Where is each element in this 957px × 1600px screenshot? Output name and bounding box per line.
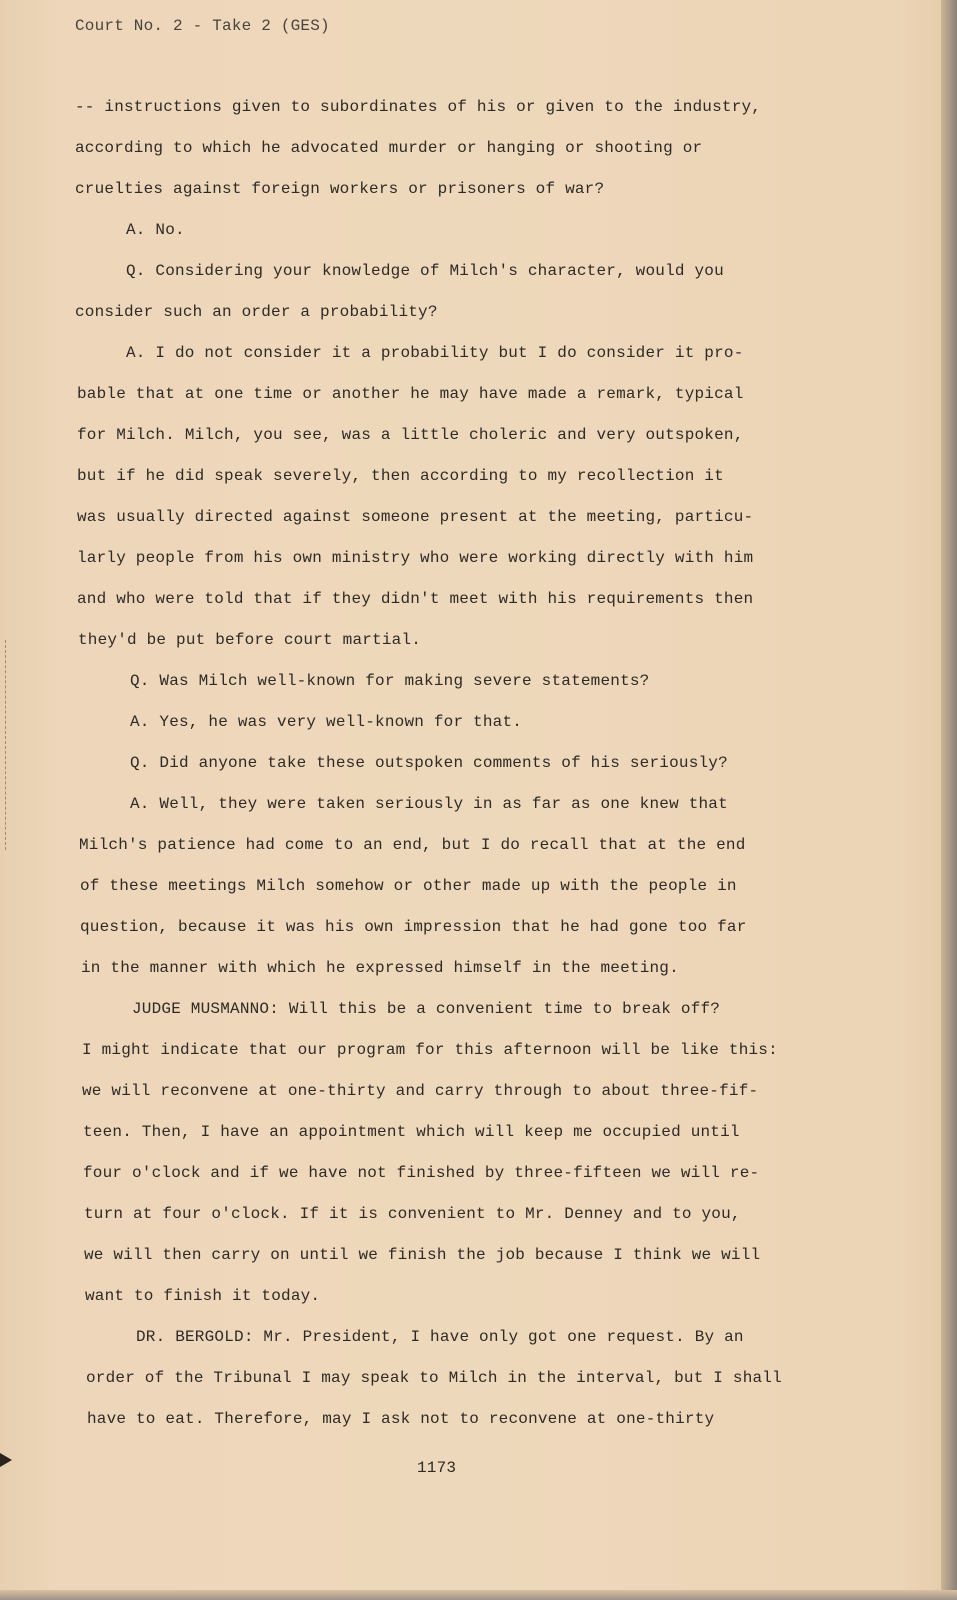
answer-line: A. I do not consider it a probability but I do consider it pro- bbox=[126, 344, 744, 362]
text-line-29: we will then carry on until we finish the job because I think we will bbox=[84, 1246, 761, 1264]
text-line-28: turn at four o'clock. If it is convenient to Mr. Denney and to you, bbox=[84, 1205, 741, 1223]
text-line-13: and who were told that if they didn't meet with his requirements then bbox=[77, 590, 754, 608]
text-line-27: four o'clock and if we have not finished by three-fifteen we will re- bbox=[83, 1164, 760, 1182]
text-line-20: of these meetings Milch somehow or other made up with the people in bbox=[80, 877, 737, 895]
binding-tab-mark bbox=[0, 1453, 12, 1467]
text-line-12: larly people from his own ministry who were working directly with him bbox=[77, 549, 754, 567]
text-line-25: we will reconvene at one-thirty and carry through to about three-fif- bbox=[82, 1082, 759, 1100]
text-line-30: want to finish it today. bbox=[85, 1287, 321, 1305]
question-line: Q. Was Milch well-known for making severe statements? bbox=[130, 672, 650, 690]
page-header: Court No. 2 - Take 2 (GES) bbox=[75, 17, 330, 35]
question-line: Q. Did anyone take these outspoken comments of his seriously? bbox=[130, 754, 728, 772]
text-line-2: according to which he advocated murder or hanging or shooting or bbox=[75, 139, 703, 157]
margin-pencil-marks bbox=[5, 640, 12, 850]
answer-line: A. Well, they were taken seriously in as far as one knew that bbox=[130, 795, 728, 813]
text-line-3: cruelties against foreign workers or prisoners of war? bbox=[75, 180, 605, 198]
text-line-6: consider such an order a probability? bbox=[75, 303, 438, 321]
text-line-26: teen. Then, I have an appointment which will keep me occupied until bbox=[83, 1123, 740, 1141]
text-line-14: they'd be put before court martial. bbox=[78, 631, 422, 649]
question-line: Q. Considering your knowledge of Milch's character, would you bbox=[126, 262, 724, 280]
page-edge-shadow bbox=[941, 0, 957, 1600]
text-line-1: -- instructions given to subordinates of his or given to the industry, bbox=[75, 98, 762, 116]
answer-line: A. Yes, he was very well-known for that. bbox=[130, 713, 523, 731]
answer-line: A. No. bbox=[126, 221, 185, 239]
text-line-33: have to eat. Therefore, may I ask not to reconvene at one-thirty bbox=[87, 1410, 715, 1428]
page-number: 1173 bbox=[417, 1459, 457, 1477]
text-line-32: order of the Tribunal I may speak to Milch in the interval, but I shall bbox=[86, 1369, 782, 1387]
text-line-9: for Milch. Milch, you see, was a little choleric and very outspoken, bbox=[77, 426, 744, 444]
text-line-8: bable that at one time or another he may have made a remark, typical bbox=[77, 385, 744, 403]
text-line-10: but if he did speak severely, then according to my recollection it bbox=[77, 467, 724, 485]
text-line-22: in the manner with which he expressed himself in the meeting. bbox=[81, 959, 679, 977]
speaker-line-musmanno: JUDGE MUSMANNO: Will this be a convenient time to break off? bbox=[132, 1000, 721, 1018]
text-line-11: was usually directed against someone present at the meeting, particu- bbox=[77, 508, 754, 526]
text-line-21: question, because it was his own impression that he had gone too far bbox=[80, 918, 747, 936]
text-line-19: Milch's patience had come to an end, but I do recall that at the end bbox=[79, 836, 746, 854]
page-bottom-edge bbox=[0, 1590, 957, 1600]
text-line-24: I might indicate that our program for this afternoon will be like this: bbox=[82, 1041, 778, 1059]
speaker-line-bergold: DR. BERGOLD: Mr. President, I have only got one request. By an bbox=[136, 1328, 744, 1346]
